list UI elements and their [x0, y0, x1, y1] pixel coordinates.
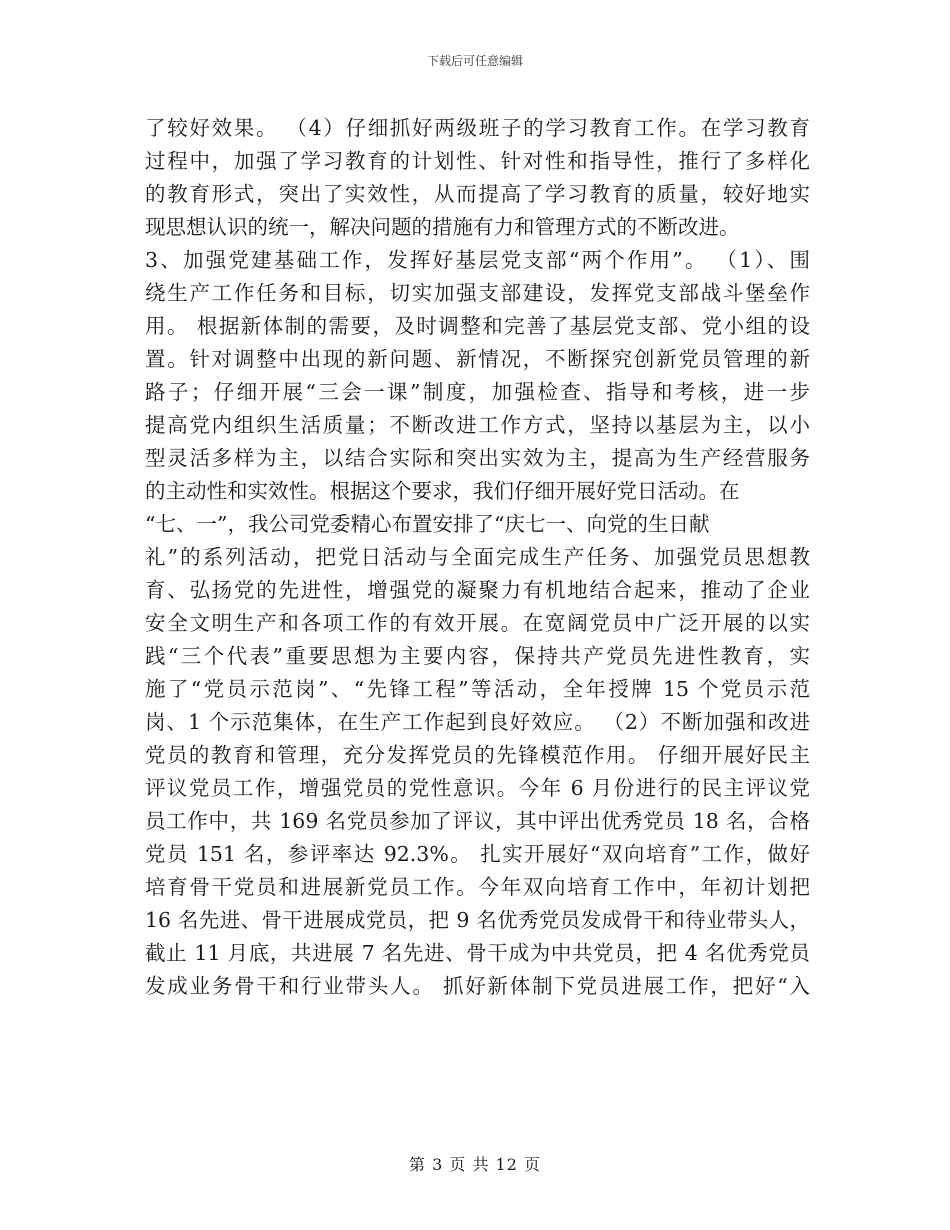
text-line: 评议党员工作，增强党员的党性意识。今年 6 月份进行的民主评议党	[145, 776, 810, 800]
text-line: 截止 11 月底，共进展 7 名先进、骨干成为中共党员，把 4 名优秀党员	[145, 941, 810, 965]
text-line: 党员的教育和管理，充分发挥党员的先锋模范作用。 仔细开展好民主	[145, 743, 810, 767]
text-line: 置。针对调整中出现的新问题、新情况，不断探究创新党员管理的新	[145, 347, 810, 371]
text-line: 了较好效果。 （4）仔细抓好两级班子的学习教育工作。在学习教育	[145, 116, 810, 140]
document-body	[145, 112, 810, 1003]
text-line: 礼”的系列活动，把党日活动与全面完成生产任务、加强党员思想教	[145, 545, 810, 569]
text-line: 岗、1 个示范集体，在生产工作起到良好效应。 （2）不断加强和改进	[145, 710, 810, 734]
text-line: 员工作中，共 169 名党员参加了评议，其中评出优秀党员 18 名，合格	[145, 809, 810, 833]
text-line: 用。 根据新体制的需要，及时调整和完善了基层党支部、党小组的设	[145, 314, 810, 338]
text-line: 提高党内组织生活质量；不断改进工作方式，坚持以基层为主，以小	[145, 413, 810, 437]
text-line: 型灵活多样为主，以结合实际和突出实效为主，提高为生产经营服务	[145, 446, 810, 470]
text-line: 路子；仔细开展“三会一课”制度，加强检查、指导和考核，进一步	[145, 380, 810, 404]
page-number-footer: 第 3 页 共 12 页	[409, 1155, 541, 1174]
text-line: 发成业务骨干和行业带头人。 抓好新体制下党员进展工作，把好“入	[145, 974, 810, 998]
text-line: 的教育形式，突出了实效性，从而提高了学习教育的质量，较好地实	[145, 182, 810, 206]
page-header-note: 下载后可任意编辑	[426, 54, 523, 68]
text-line: 的主动性和实效性。根据这个要求，我们仔细开展好党日活动。在	[145, 479, 740, 503]
text-line: 党员 151 名，参评率达 92.3%。 扎实开展好“双向培育”工作，做好	[145, 842, 810, 866]
text-line: 安全文明生产和各项工作的有效开展。在宽阔党员中广泛开展的以实	[145, 611, 810, 635]
text-line: “七、一”，我公司党委精心布置安排了“庆七一、向党的生日献	[145, 512, 710, 536]
text-line: 绕生产工作任务和目标，切实加强支部建设，发挥党支部战斗堡垒作	[145, 281, 810, 305]
text-line: 践“三个代表”重要思想为主要内容，保持共产党员先进性教育，实	[145, 644, 810, 668]
text-line: 16 名先进、骨干进展成党员，把 9 名优秀党员发成骨干和待业带头人，	[145, 908, 810, 932]
text-line: 育、弘扬党的先进性，增强党的凝聚力有机地结合起来，推动了企业	[145, 578, 810, 602]
text-line: 培育骨干党员和进展新党员工作。今年双向培育工作中，年初计划把	[145, 875, 810, 899]
text-line: 现思想认识的统一，解决问题的措施有力和管理方式的不断改进。	[145, 215, 740, 239]
text-line: 施了“党员示范岗”、“先锋工程”等活动，全年授牌 15 个党员示范	[145, 677, 810, 701]
text-line: 3、加强党建基础工作，发挥好基层党支部“两个作用”。 （1）、围	[145, 248, 810, 272]
text-line: 过程中，加强了学习教育的计划性、针对性和指导性，推行了多样化	[145, 149, 810, 173]
